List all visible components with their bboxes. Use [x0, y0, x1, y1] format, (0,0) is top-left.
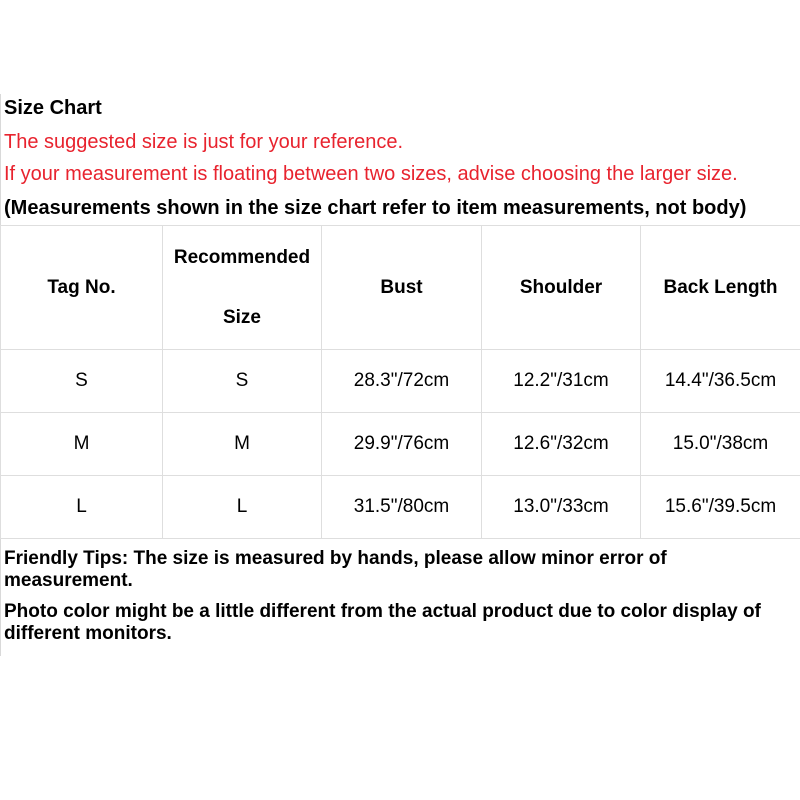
cell-shoulder: 13.0"/33cm — [482, 476, 641, 539]
header-back-length: Back Length — [641, 226, 800, 350]
table-header-row — [1, 226, 800, 350]
size-chart-title: Size Chart — [4, 97, 102, 119]
header-size-label: Size — [222, 306, 262, 328]
cell-recommended: L — [163, 476, 322, 539]
header-shoulder: Shoulder — [482, 226, 641, 350]
header-bust: Bust — [322, 226, 482, 350]
cell-back-length: 15.6"/39.5cm — [641, 476, 800, 539]
cell-tag: S — [1, 350, 163, 413]
larger-size-advice: If your measurement is floating between two sizes, advise choosing the larger size. — [4, 163, 738, 185]
table-row — [1, 413, 800, 476]
table-row — [1, 350, 800, 413]
cell-bust: 28.3"/72cm — [322, 350, 482, 413]
cell-recommended: M — [163, 413, 322, 476]
cell-tag: L — [1, 476, 163, 539]
cell-bust: 29.9"/76cm — [322, 413, 482, 476]
cell-back-length: 15.0"/38cm — [641, 413, 800, 476]
cell-bust: 31.5"/80cm — [322, 476, 482, 539]
table-row — [1, 476, 800, 539]
size-table — [0, 225, 800, 539]
header-recommended-label: Recommended — [173, 246, 311, 268]
cell-tag: M — [1, 413, 163, 476]
measurement-note: (Measurements shown in the size chart refer to item measurements, not body) — [4, 197, 747, 219]
cell-back-length: 14.4"/36.5cm — [641, 350, 800, 413]
reference-note: The suggested size is just for your reference. — [4, 131, 404, 153]
cell-recommended: S — [163, 350, 322, 413]
cell-shoulder: 12.6"/32cm — [482, 413, 641, 476]
header-recommended-size — [163, 226, 322, 350]
cell-shoulder: 12.2"/31cm — [482, 350, 641, 413]
header-tag-no: Tag No. — [1, 226, 163, 350]
friendly-tips: Friendly Tips: The size is measured by hands, please allow minor error of measurement. — [4, 548, 667, 591]
photo-color-note: Photo color might be a little different from the actual product due to color display of different monitors. — [4, 601, 761, 644]
